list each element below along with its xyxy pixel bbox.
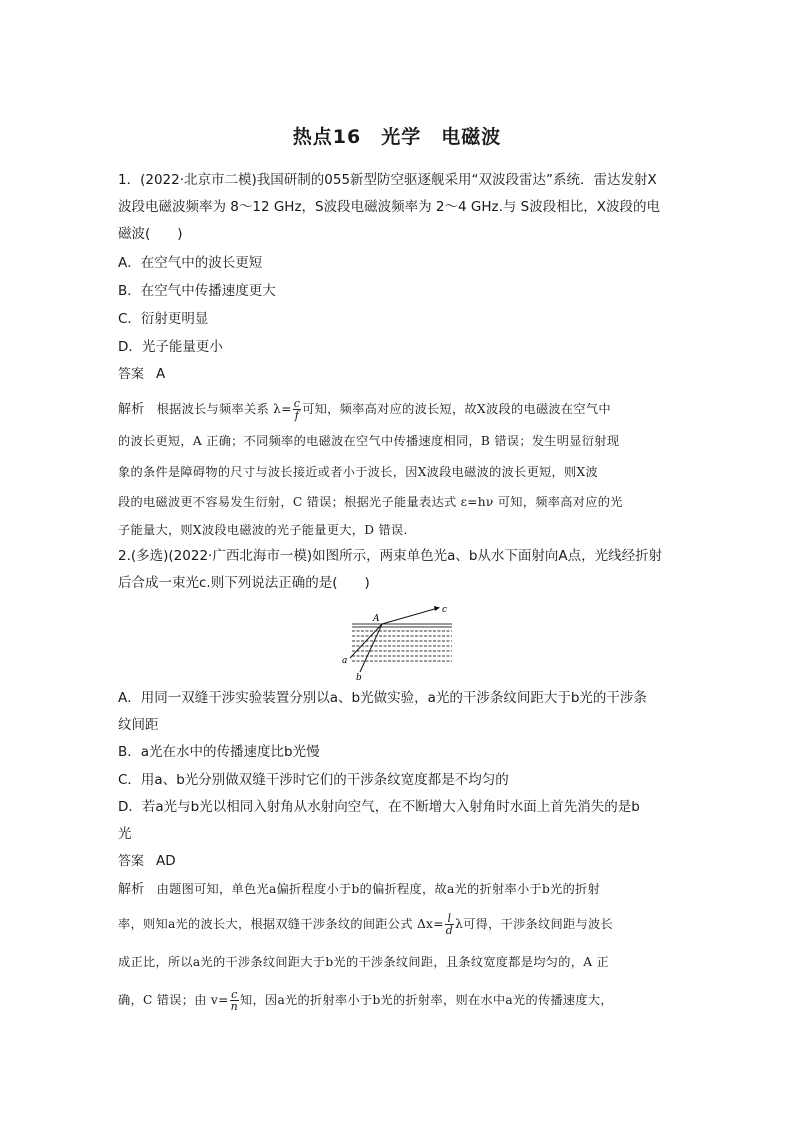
q2-explanation-line-1 bbox=[118, 879, 680, 900]
q2-frac1-den: d bbox=[445, 924, 454, 937]
q2-answer-value: AD bbox=[156, 853, 176, 869]
q2-frac2-num: c bbox=[231, 988, 238, 1001]
refraction-diagram bbox=[340, 600, 460, 682]
q1-stem-line-1: 1．(2022·北京市二模)我国研制的055新型防空驱逐舰采用“双波段雷达”系统．雷达发射X bbox=[118, 172, 657, 188]
q1-frac-den: f bbox=[294, 409, 300, 422]
q2-exp-text-1: 由题图可知，单色光a偏折程度小于b的偏折程度，故a光的折射率小于b光的折射 bbox=[156, 882, 601, 896]
q2-stem-line-1: 2.(多选)(2022·广西北海市一模)如图所示，两束单色光a、b从水下面射向A点，光线经折射 bbox=[118, 548, 663, 564]
q2-exp-text-2a: 率，则知a光的波长大，根据双缝干涉条纹的间距公式 Δx= bbox=[118, 917, 444, 931]
q2-option-b: B．a光在水中的传播速度比b光慢 bbox=[118, 744, 320, 760]
q1-explanation-line-3: 象的条件是障碍物的尺寸与波长接近或者小于波长，因X波段电磁波的波长更短，则X波 bbox=[118, 465, 598, 479]
q2-option-a-line-2: 纹间距 bbox=[118, 717, 159, 733]
q1-frac-num: c bbox=[293, 397, 301, 410]
q1-option-a: A．在空气中的波长更短 bbox=[118, 255, 263, 271]
ray-c-arrow-icon bbox=[434, 606, 440, 611]
q2-exp-fraction-1 bbox=[445, 913, 454, 936]
q2-explanation-line-3: 成正比，所以a光的干涉条纹间距大于b光的干涉条纹间距，且条纹宽度都是均匀的，A 正 bbox=[118, 955, 609, 969]
q1-stem-line-2: 波段电磁波频率为 8～12 GHz，S波段电磁波频率为 2～4 GHz.与 S波段相比，X波段的电 bbox=[118, 199, 660, 215]
page-title: 热点16 光学 电磁波 bbox=[292, 126, 502, 148]
ray-c-label: c bbox=[442, 605, 448, 615]
ray-c bbox=[382, 608, 438, 624]
q1-stem-line-3: 磁波( ) bbox=[118, 226, 183, 242]
ray-a-label: a bbox=[342, 656, 348, 666]
ray-b-label: b bbox=[356, 673, 362, 682]
point-a-label: A bbox=[373, 614, 380, 624]
q1-answer-label: 答案 bbox=[118, 367, 145, 382]
q2-exp-text-4a: 确，C 错误；由 v= bbox=[118, 993, 229, 1007]
q2-explain-label: 解析 bbox=[118, 882, 145, 897]
q2-explanation-line-4 bbox=[118, 989, 680, 1012]
q2-answer bbox=[118, 851, 680, 872]
q1-explain-label: 解析 bbox=[118, 402, 145, 417]
q1-option-d: D．光子能量更小 bbox=[118, 339, 223, 355]
q1-exp-text-1b: 可知，频率高对应的波长短，故X波段的电磁波在空气中 bbox=[302, 402, 611, 416]
q1-explanation-line-1 bbox=[118, 398, 680, 421]
q1-exp-text-1a: 根据波长与频率关系 λ= bbox=[156, 402, 292, 416]
q2-frac1-num: l bbox=[445, 913, 454, 925]
q1-explanation-line-2: 的波长更短，A 正确；不同频率的电磁波在空气中传播速度相同，B 错误；发生明显衍射现 bbox=[118, 434, 620, 448]
q1-explanation-line-4: 段的电磁波更不容易发生衍射，C 错误；根据光子能量表达式 ε=hν 可知，频率高对应的光 bbox=[118, 495, 623, 509]
q1-explanation-line-5: 子能量大，则X波段电磁波的光子能量更大，D 错误. bbox=[118, 523, 408, 537]
q2-option-c: C．用a、b光分别做双缝干涉时它们的干涉条纹宽度都是不均匀的 bbox=[118, 772, 509, 788]
q1-answer-value: A bbox=[156, 366, 166, 382]
q2-stem-line-2: 后合成一束光c.则下列说法正确的是( ) bbox=[118, 575, 370, 591]
q2-frac2-den: n bbox=[230, 1000, 238, 1013]
q1-option-c: C．衍射更明显 bbox=[118, 311, 209, 327]
q1-exp-fraction bbox=[293, 398, 301, 421]
q2-option-a-line-1: A．用同一双缝干涉实验装置分别以a、b光做实验，a光的干涉条纹间距大于b光的干涉条 bbox=[118, 690, 647, 706]
q2-explanation-line-2 bbox=[118, 913, 680, 936]
q2-option-d-line-1: D．若a光与b光以相同入射角从水射向空气，在不断增大入射角时水面上首先消失的是b bbox=[118, 799, 640, 815]
q2-exp-fraction-2 bbox=[230, 989, 239, 1012]
q2-answer-label: 答案 bbox=[118, 854, 145, 869]
q2-exp-text-4b: 知，因a光的折射率小于b光的折射率，则在水中a光的传播速度大， bbox=[240, 993, 613, 1007]
q1-answer bbox=[118, 364, 680, 385]
q2-exp-text-2b: λ可得，干涉条纹间距与波长 bbox=[455, 917, 613, 931]
q1-option-b: B．在空气中传播速度更大 bbox=[118, 283, 276, 299]
water-surface-lines bbox=[352, 624, 452, 661]
q2-option-d-line-2: 光 bbox=[118, 826, 132, 842]
